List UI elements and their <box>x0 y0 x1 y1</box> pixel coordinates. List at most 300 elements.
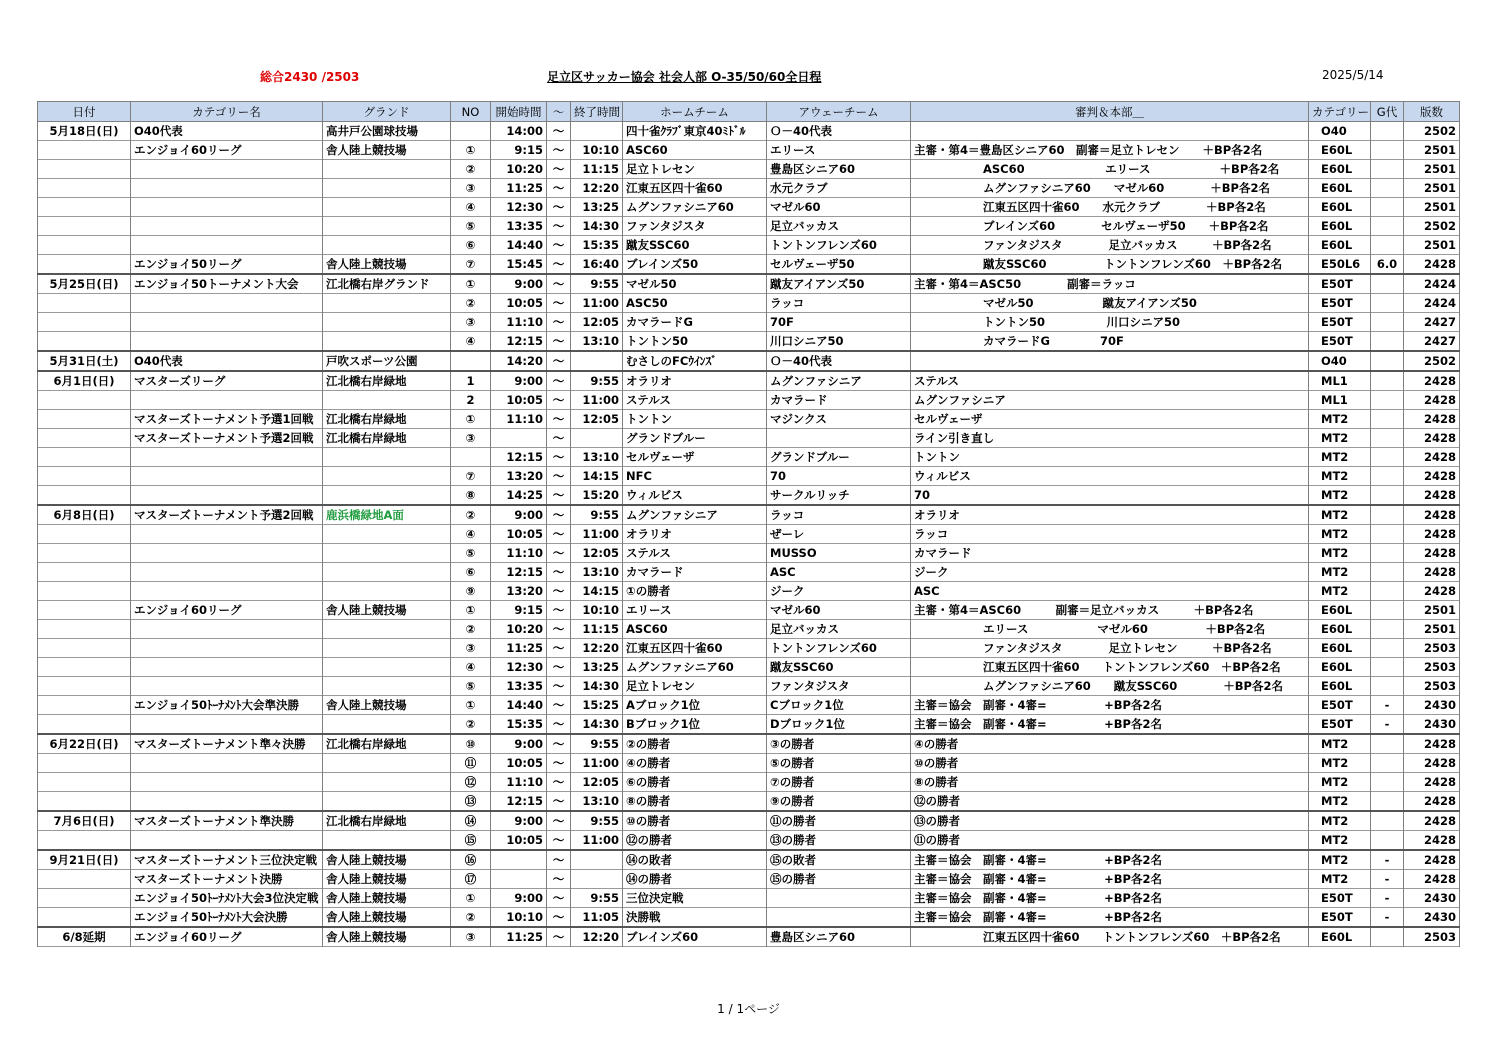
cell-start-time: 11:25 <box>491 179 547 198</box>
cell-category: E60L <box>1309 658 1371 677</box>
col-header-tilde: ～ <box>547 102 571 122</box>
cell-category: E60L <box>1309 677 1371 696</box>
cell-start-time: 9:00 <box>491 811 547 831</box>
cell-start-time: 9:15 <box>491 141 547 160</box>
cell-end-time: 13:10 <box>571 332 623 352</box>
cell-home-team: セルヴェーザ <box>623 448 767 467</box>
cell-date: 7月6日(日) <box>38 811 131 831</box>
cell-version: 2428 <box>1404 582 1460 601</box>
cell-ground: 舎人陸上競技場 <box>323 850 451 870</box>
cell-away-team: 水元クラブ <box>767 179 911 198</box>
cell-home-team: Bブロック1位 <box>623 715 767 735</box>
cell-category-name <box>131 620 323 639</box>
cell-referee: 主審・第4＝豊島区シニア60 副審＝足立トレセン ＋BP各2名 <box>911 141 1309 160</box>
cell-ground <box>323 448 451 467</box>
cell-no: ① <box>451 141 491 160</box>
cell-tilde: ～ <box>547 696 571 715</box>
cell-category: E60L <box>1309 160 1371 179</box>
table-row <box>38 255 1460 275</box>
cell-start-time: 11:10 <box>491 410 547 429</box>
cell-g-fee <box>1371 639 1404 658</box>
cell-home-team: ASC50 <box>623 294 767 313</box>
cell-category: E60L <box>1309 217 1371 236</box>
col-header-date: 日付 <box>38 102 131 122</box>
cell-category-name: マスターズトーナメント三位決定戦 <box>131 850 323 870</box>
cell-g-fee <box>1371 601 1404 620</box>
cell-away-team: ⑬の勝者 <box>767 831 911 851</box>
cell-referee: 蹴友SSC60 トントンフレンズ60 ＋BP各2名 <box>911 255 1309 275</box>
cell-home-team: 決勝戦 <box>623 908 767 928</box>
cell-category-name <box>131 658 323 677</box>
cell-category-name: エンジョイ60リーグ <box>131 601 323 620</box>
cell-no: ① <box>451 410 491 429</box>
cell-version: 2428 <box>1404 429 1460 448</box>
table-row <box>38 792 1460 812</box>
cell-category-name: エンジョイ50ﾄｰﾅﾒﾝﾄ大会決勝 <box>131 908 323 928</box>
cell-date: 5月18日(日) <box>38 122 131 141</box>
cell-ground <box>323 715 451 735</box>
cell-g-fee <box>1371 658 1404 677</box>
cell-g-fee <box>1371 677 1404 696</box>
cell-date <box>38 525 131 544</box>
cell-end-time: 14:30 <box>571 217 623 236</box>
cell-end-time <box>571 122 623 141</box>
cell-version: 2428 <box>1404 255 1460 275</box>
cell-ground: 舎人陸上競技場 <box>323 696 451 715</box>
cell-away-team: マゼル60 <box>767 601 911 620</box>
cell-home-team: NFC <box>623 467 767 486</box>
cell-g-fee <box>1371 773 1404 792</box>
cell-no: ③ <box>451 639 491 658</box>
cell-home-team: オラリオ <box>623 525 767 544</box>
cell-category-name <box>131 160 323 179</box>
cell-category: MT2 <box>1309 792 1371 812</box>
cell-version: 2428 <box>1404 831 1460 851</box>
cell-no: ② <box>451 715 491 735</box>
cell-date: 6/8延期 <box>38 927 131 947</box>
cell-away-team: ⑮の勝者 <box>767 870 911 889</box>
cell-category: E50T <box>1309 294 1371 313</box>
table-row <box>38 198 1460 217</box>
cell-date <box>38 179 131 198</box>
table-row <box>38 525 1460 544</box>
cell-category: ML1 <box>1309 371 1371 391</box>
cell-home-team: 江東五区四十雀60 <box>623 179 767 198</box>
cell-no <box>451 122 491 141</box>
cell-away-team <box>767 429 911 448</box>
cell-category-name <box>131 486 323 506</box>
cell-ground <box>323 467 451 486</box>
cell-g-fee <box>1371 448 1404 467</box>
cell-end-time: 12:05 <box>571 313 623 332</box>
cell-no: ① <box>451 889 491 908</box>
table-row <box>38 639 1460 658</box>
cell-end-time <box>571 870 623 889</box>
cell-category-name: マスターズトーナメント予選2回戦 <box>131 429 323 448</box>
cell-version: 2503 <box>1404 658 1460 677</box>
cell-end-time: 15:25 <box>571 696 623 715</box>
cell-tilde: ～ <box>547 677 571 696</box>
table-row <box>38 620 1460 639</box>
cell-referee: 主審＝協会 副審・4審= +BP各2名 <box>911 715 1309 735</box>
cell-tilde: ～ <box>547 734 571 754</box>
cell-end-time: 12:20 <box>571 639 623 658</box>
cell-no: ② <box>451 294 491 313</box>
cell-g-fee <box>1371 274 1404 294</box>
cell-end-time: 14:15 <box>571 582 623 601</box>
cell-end-time: 9:55 <box>571 371 623 391</box>
cell-ground <box>323 332 451 352</box>
cell-category-name <box>131 448 323 467</box>
cell-g-fee <box>1371 313 1404 332</box>
cell-g-fee <box>1371 734 1404 754</box>
cell-referee: エリース マゼル60 ＋BP各2名 <box>911 620 1309 639</box>
cell-no: ② <box>451 620 491 639</box>
cell-ground <box>323 563 451 582</box>
cell-g-fee: - <box>1371 696 1404 715</box>
cell-end-time: 15:35 <box>571 236 623 255</box>
cell-referee <box>911 351 1309 371</box>
cell-category-name <box>131 236 323 255</box>
cell-g-fee <box>1371 582 1404 601</box>
cell-g-fee <box>1371 236 1404 255</box>
cell-version: 2501 <box>1404 620 1460 639</box>
cell-category: E60L <box>1309 198 1371 217</box>
cell-home-team: ムグンファシニア60 <box>623 658 767 677</box>
cell-referee: ジーク <box>911 563 1309 582</box>
cell-version: 2428 <box>1404 850 1460 870</box>
cell-ground: 舎人陸上競技場 <box>323 927 451 947</box>
cell-tilde: ～ <box>547 179 571 198</box>
cell-away-team: 豊島区シニア60 <box>767 160 911 179</box>
cell-referee: ④の勝者 <box>911 734 1309 754</box>
cell-category-name: マスターズトーナメント準々決勝 <box>131 734 323 754</box>
cell-referee: ASC <box>911 582 1309 601</box>
cell-away-team: ラッコ <box>767 505 911 525</box>
cell-start-time: 13:20 <box>491 467 547 486</box>
cell-category-name <box>131 179 323 198</box>
cell-end-time <box>571 351 623 371</box>
cell-category: MT2 <box>1309 734 1371 754</box>
cell-date <box>38 410 131 429</box>
table-row <box>38 811 1460 831</box>
cell-category-name <box>131 677 323 696</box>
cell-version: 2501 <box>1404 141 1460 160</box>
cell-away-team: Ｏ－40代表 <box>767 351 911 371</box>
cell-start-time <box>491 429 547 448</box>
cell-g-fee: - <box>1371 889 1404 908</box>
cell-away-team: ラッコ <box>767 294 911 313</box>
cell-date <box>38 677 131 696</box>
cell-category: E50T <box>1309 274 1371 294</box>
cell-end-time: 13:25 <box>571 198 623 217</box>
cell-category: E50T <box>1309 889 1371 908</box>
table-row <box>38 889 1460 908</box>
cell-category-name <box>131 831 323 851</box>
table-row <box>38 870 1460 889</box>
table-row <box>38 658 1460 677</box>
cell-version: 2428 <box>1404 544 1460 563</box>
page-footer: 1 / 1ページ <box>717 1002 780 1016</box>
cell-no: ⑤ <box>451 217 491 236</box>
cell-date <box>38 141 131 160</box>
cell-tilde: ～ <box>547 141 571 160</box>
cell-category: E60L <box>1309 141 1371 160</box>
cell-no: ④ <box>451 332 491 352</box>
cell-away-team: Dブロック1位 <box>767 715 911 735</box>
cell-start-time: 10:10 <box>491 908 547 928</box>
cell-category: E60L <box>1309 601 1371 620</box>
cell-ground <box>323 198 451 217</box>
cell-end-time: 11:00 <box>571 294 623 313</box>
cell-ground <box>323 773 451 792</box>
cell-tilde: ～ <box>547 274 571 294</box>
cell-ground <box>323 792 451 812</box>
cell-tilde: ～ <box>547 332 571 352</box>
cell-tilde: ～ <box>547 160 571 179</box>
cell-referee: セルヴェーザ <box>911 410 1309 429</box>
cell-away-team: ファンタジスタ <box>767 677 911 696</box>
cell-referee: 70 <box>911 486 1309 506</box>
cell-away-team: 豊島区シニア60 <box>767 927 911 947</box>
cell-no: ⑥ <box>451 563 491 582</box>
cell-home-team: ブレインズ50 <box>623 255 767 275</box>
cell-home-team: カマラードG <box>623 313 767 332</box>
cell-no: ⑦ <box>451 255 491 275</box>
cell-g-fee <box>1371 544 1404 563</box>
cell-away-team: ASC <box>767 563 911 582</box>
cell-date <box>38 313 131 332</box>
table-row <box>38 122 1460 141</box>
cell-tilde: ～ <box>547 908 571 928</box>
cell-date <box>38 639 131 658</box>
cell-date <box>38 255 131 275</box>
cell-no: ③ <box>451 179 491 198</box>
cell-date <box>38 715 131 735</box>
cell-start-time: 11:10 <box>491 313 547 332</box>
cell-ground <box>323 217 451 236</box>
cell-date <box>38 486 131 506</box>
cell-home-team: ①の勝者 <box>623 582 767 601</box>
cell-g-fee <box>1371 141 1404 160</box>
cell-end-time: 14:30 <box>571 715 623 735</box>
cell-date <box>38 773 131 792</box>
cell-tilde: ～ <box>547 448 571 467</box>
cell-g-fee <box>1371 927 1404 947</box>
cell-referee: ASC60 エリース ＋BP各2名 <box>911 160 1309 179</box>
table-row <box>38 601 1460 620</box>
cell-category-name: エンジョイ50ﾄｰﾅﾒﾝﾄ大会3位決定戦 <box>131 889 323 908</box>
cell-version: 2503 <box>1404 677 1460 696</box>
cell-start-time: 11:25 <box>491 639 547 658</box>
cell-tilde: ～ <box>547 620 571 639</box>
cell-ground: 舎人陸上競技場 <box>323 255 451 275</box>
table-row <box>38 773 1460 792</box>
cell-category: MT2 <box>1309 448 1371 467</box>
table-row <box>38 141 1460 160</box>
cell-ground <box>323 294 451 313</box>
cell-start-time: 10:05 <box>491 294 547 313</box>
cell-version: 2428 <box>1404 773 1460 792</box>
cell-category-name <box>131 563 323 582</box>
cell-end-time: 16:40 <box>571 255 623 275</box>
cell-end-time: 9:55 <box>571 274 623 294</box>
cell-no: ① <box>451 601 491 620</box>
cell-start-time: 10:20 <box>491 620 547 639</box>
cell-date <box>38 754 131 773</box>
cell-home-team: 四十雀ｸﾗﾌﾞ東京40ﾐﾄﾞﾙ <box>623 122 767 141</box>
cell-no: ⑦ <box>451 467 491 486</box>
cell-home-team: オラリオ <box>623 371 767 391</box>
cell-end-time: 14:15 <box>571 467 623 486</box>
cell-category-name <box>131 792 323 812</box>
cell-g-fee <box>1371 217 1404 236</box>
cell-g-fee <box>1371 505 1404 525</box>
cell-referee <box>911 122 1309 141</box>
cell-version: 2501 <box>1404 179 1460 198</box>
cell-g-fee: - <box>1371 908 1404 928</box>
cell-start-time <box>491 870 547 889</box>
cell-ground <box>323 160 451 179</box>
cell-category: MT2 <box>1309 467 1371 486</box>
cell-referee: カマラードG 70F <box>911 332 1309 352</box>
cell-no: ⑪ <box>451 754 491 773</box>
cell-category: E50T <box>1309 313 1371 332</box>
cell-category: E50T <box>1309 696 1371 715</box>
cell-tilde: ～ <box>547 351 571 371</box>
cell-version: 2428 <box>1404 467 1460 486</box>
cell-start-time: 14:40 <box>491 696 547 715</box>
cell-category-name <box>131 525 323 544</box>
cell-end-time: 14:30 <box>571 677 623 696</box>
cell-category-name <box>131 313 323 332</box>
cell-g-fee <box>1371 122 1404 141</box>
cell-away-team: トントンフレンズ60 <box>767 639 911 658</box>
cell-category-name <box>131 467 323 486</box>
col-header-referee: 審判＆本部＿ <box>911 102 1309 122</box>
cell-no <box>451 448 491 467</box>
cell-home-team: ASC60 <box>623 620 767 639</box>
cell-date <box>38 294 131 313</box>
cell-version: 2428 <box>1404 734 1460 754</box>
cell-date <box>38 391 131 410</box>
cell-date <box>38 658 131 677</box>
cell-end-time: 12:20 <box>571 179 623 198</box>
cell-g-fee <box>1371 563 1404 582</box>
cell-g-fee <box>1371 391 1404 410</box>
cell-referee: 主審＝協会 副審・4審= +BP各2名 <box>911 889 1309 908</box>
cell-end-time <box>571 429 623 448</box>
cell-date <box>38 429 131 448</box>
schedule-table <box>37 101 1460 947</box>
cell-g-fee <box>1371 371 1404 391</box>
cell-category-name: エンジョイ60リーグ <box>131 927 323 947</box>
table-row <box>38 696 1460 715</box>
table-row <box>38 715 1460 735</box>
cell-away-team <box>767 908 911 928</box>
cell-home-team: ②の勝者 <box>623 734 767 754</box>
cell-end-time: 13:25 <box>571 658 623 677</box>
cell-no: ⑤ <box>451 544 491 563</box>
cell-date <box>38 889 131 908</box>
cell-category-name <box>131 715 323 735</box>
cell-end-time: 12:05 <box>571 410 623 429</box>
cell-referee: ウィルビス <box>911 467 1309 486</box>
cell-category-name <box>131 754 323 773</box>
cell-end-time: 13:10 <box>571 563 623 582</box>
cell-end-time: 10:10 <box>571 601 623 620</box>
cell-date <box>38 831 131 851</box>
cell-category-name: エンジョイ50リーグ <box>131 255 323 275</box>
cell-category: O40 <box>1309 122 1371 141</box>
cell-away-team: グランドブルー <box>767 448 911 467</box>
cell-start-time: 9:00 <box>491 505 547 525</box>
col-header-category-name: カテゴリー名 <box>131 102 323 122</box>
cell-g-fee <box>1371 332 1404 352</box>
cell-ground <box>323 391 451 410</box>
cell-category: E60L <box>1309 927 1371 947</box>
cell-away-team: ジーク <box>767 582 911 601</box>
cell-away-team: マゼル60 <box>767 198 911 217</box>
cell-away-team: ぜーレ <box>767 525 911 544</box>
cell-away-team: ⑦の勝者 <box>767 773 911 792</box>
cell-category: MT2 <box>1309 870 1371 889</box>
cell-g-fee: - <box>1371 715 1404 735</box>
cell-away-team: ⑮の敗者 <box>767 850 911 870</box>
cell-ground <box>323 620 451 639</box>
cell-category: MT2 <box>1309 773 1371 792</box>
cell-ground: 舎人陸上競技場 <box>323 908 451 928</box>
cell-version: 2428 <box>1404 525 1460 544</box>
cell-end-time: 11:05 <box>571 908 623 928</box>
cell-end-time: 13:10 <box>571 448 623 467</box>
cell-date <box>38 217 131 236</box>
cell-category: O40 <box>1309 351 1371 371</box>
table-row <box>38 332 1460 352</box>
cell-home-team: マゼル50 <box>623 274 767 294</box>
cell-away-team: サークルリッチ <box>767 486 911 506</box>
cell-date <box>38 582 131 601</box>
cell-home-team: ブレインズ60 <box>623 927 767 947</box>
cell-referee: 江東五区四十雀60 水元クラブ ＋BP各2名 <box>911 198 1309 217</box>
cell-referee: 主審・第4＝ASC60 副審＝足立バッカス ＋BP各2名 <box>911 601 1309 620</box>
table-row <box>38 410 1460 429</box>
cell-version: 2430 <box>1404 715 1460 735</box>
cell-category-name: マスターズトーナメント決勝 <box>131 870 323 889</box>
cell-g-fee <box>1371 620 1404 639</box>
table-row <box>38 927 1460 947</box>
cell-tilde: ～ <box>547 601 571 620</box>
cell-date <box>38 908 131 928</box>
document-title: 足立区サッカー協会 社会人部 O-35/50/60全日程 <box>547 70 822 84</box>
cell-away-team: 70 <box>767 467 911 486</box>
cell-ground: 舎人陸上競技場 <box>323 870 451 889</box>
table-row <box>38 274 1460 294</box>
cell-referee: 江東五区四十雀60 トントンフレンズ60 ＋BP各2名 <box>911 658 1309 677</box>
cell-start-time: 12:30 <box>491 198 547 217</box>
cell-no: ⑫ <box>451 773 491 792</box>
cell-tilde: ～ <box>547 410 571 429</box>
cell-away-team: エリース <box>767 141 911 160</box>
cell-referee: ステルス <box>911 371 1309 391</box>
cell-date <box>38 544 131 563</box>
table-row <box>38 371 1460 391</box>
cell-away-team: ⑤の勝者 <box>767 754 911 773</box>
cell-referee: ライン引き直し <box>911 429 1309 448</box>
cell-category: E50T <box>1309 715 1371 735</box>
cell-version: 2430 <box>1404 696 1460 715</box>
cell-referee: ⑬の勝者 <box>911 811 1309 831</box>
